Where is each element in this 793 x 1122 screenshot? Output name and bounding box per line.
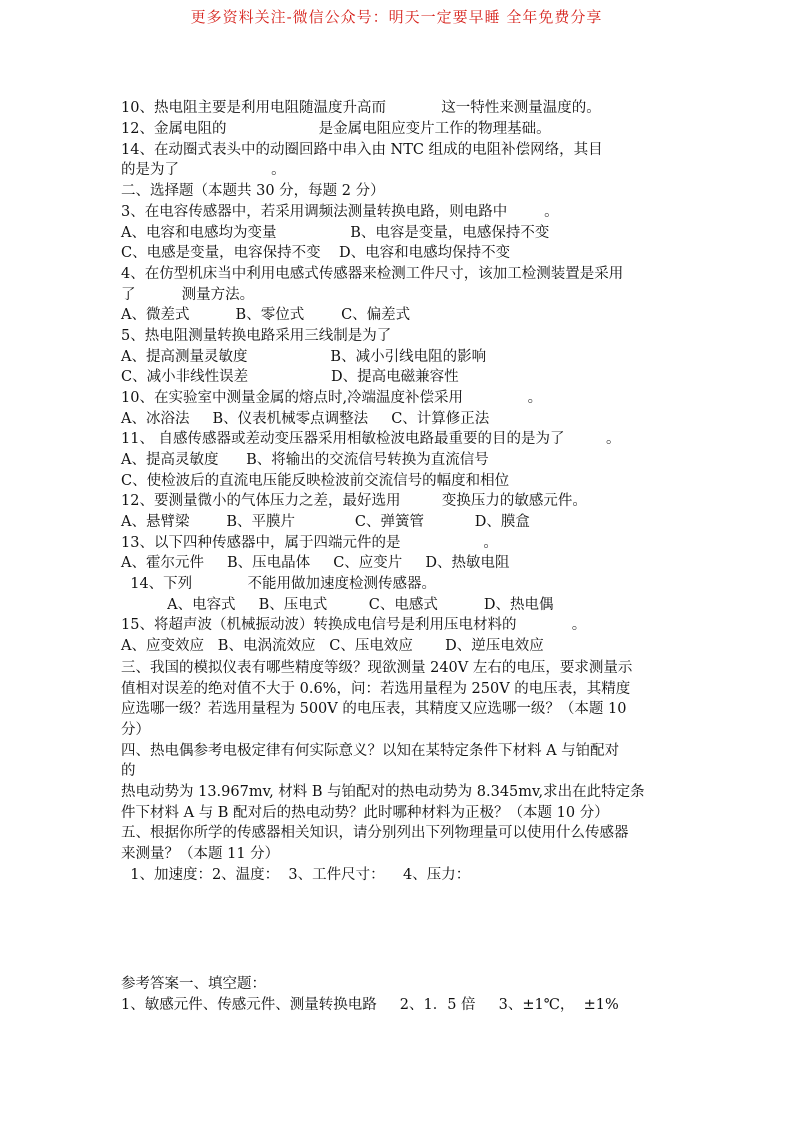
fill-in-question-10: 10、热电阻主要是利用电阻随温度升高而 这一特性来测量温度的。: [121, 100, 601, 116]
choice-question-12-options: A、悬臂梁 B、平膜片 C、弹簧管 D、膜盒: [121, 514, 530, 530]
section-heading-choice: 二、选择题（本题共 30 分，每题 2 分）: [121, 183, 385, 199]
question-five-line-1: 五、根据你所学的传感器相关知识，请分别列出下列物理量可以使用什么传感器: [121, 825, 629, 841]
answer-key-line-1: 1、敏感元件、传感元件、测量转换电路 2、1．5 倍 3、±1℃， ±1%: [121, 997, 619, 1013]
choice-question-5-options-cd: C、减小非线性误差 D、提高电磁兼容性: [121, 369, 459, 385]
question-four-line-2: 的: [121, 763, 136, 779]
top-banner: 更多资料关注-微信公众号：明天一定要早睡 全年免费分享: [190, 8, 603, 26]
choice-question-4: 4、在仿型机床当中利用电感式传感器来检测工件尺寸，该加工检测装置是采用: [121, 266, 624, 282]
question-five-items: 1、加速度：2、温度： 3、工件尺寸： 4、压力：: [121, 867, 471, 883]
fill-in-question-14: 14、在动圈式表头中的动圈回路中串入由 NTC 组成的电阻补偿网络，其目: [121, 142, 603, 158]
question-four-line-3: 热电动势为 13.967mv, 材料 B 与铂配对的热电动势为 8.345mv,求出在此特定条: [121, 784, 645, 800]
question-three-line-1: 三、我国的模拟仪表有哪些精度等级？现欲测量 240V 左右的电压，要求测量示: [121, 660, 633, 676]
choice-question-12: 12、要测量微小的气体压力之差，最好选用 变换压力的敏感元件。: [121, 493, 587, 509]
fill-in-question-12: 12、金属电阻的 是金属电阻应变片工作的物理基础。: [121, 121, 551, 137]
choice-question-4-cont: 了 测量方法。: [121, 287, 255, 303]
fill-in-question-14-cont: 的是为了 。: [121, 162, 286, 178]
question-four-line-1: 四、热电偶参考电极定律有何实际意义？以知在某特定条件下材料 A 与铂配对: [121, 743, 620, 759]
question-three-line-2: 值相对误差的绝对值不大于 0.6%，问：若选用量程为 250V 的电压表，其精度: [121, 681, 631, 697]
choice-question-3-options-ab: A、电容和电感均为变量 B、电容是变量，电感保持不变: [121, 225, 550, 241]
choice-question-3-options-cd: C、电感是变量，电容保持不变 D、电容和电感均保持不变: [121, 245, 511, 261]
choice-question-5-options-ab: A、提高测量灵敏度 B、减小引线电阻的影响: [121, 349, 487, 365]
choice-question-13-options: A、霍尔元件 B、压电晶体 C、应变片 D、热敏电阻: [121, 555, 510, 571]
choice-question-3: 3、在电容传感器中，若采用调频法测量转换电路，则电路中 。: [121, 204, 559, 220]
choice-question-13: 13、以下四种传感器中，属于四端元件的是 。: [121, 535, 498, 551]
choice-question-4-options: A、微差式 B、零位式 C、偏差式: [121, 307, 411, 323]
choice-question-5: 5、热电阻测量转换电路采用三线制是为了: [121, 328, 392, 344]
choice-question-11: 11、 自感传感器或差动变压器采用相敏检波电路最重要的目的是为了 。: [121, 431, 621, 447]
question-four-line-4: 件下材料 A 与 B 配对后的热电动势？此时哪种材料为正极？（本题 10 分）: [121, 805, 609, 821]
choice-question-10: 10、在实验室中测量金属的熔点时,冷端温度补偿采用 。: [121, 390, 543, 406]
choice-question-11-options-ab: A、提高灵敏度 B、将输出的交流信号转换为直流信号: [121, 452, 489, 468]
choice-question-14-options: A、电容式 B、压电式 C、电感式 D、热电偶: [121, 597, 554, 613]
choice-question-14: 14、下列 不能用做加速度检测传感器。: [121, 576, 436, 592]
answer-key-heading: 参考答案一、填空题：: [121, 976, 266, 992]
question-three-line-3: 应选哪一级？若选用量程为 500V 的电压表，其精度又应选哪一级？（本题 10: [121, 701, 627, 717]
choice-question-15-options: A、应变效应 B、电涡流效应 C、压电效应 D、逆压电效应: [121, 638, 544, 654]
question-three-line-4: 分）: [121, 722, 150, 738]
choice-question-11-option-c: C、使检波后的直流电压能反映检波前交流信号的幅度和相位: [121, 473, 510, 489]
choice-question-15: 15、将超声波（机械振动波）转换成电信号是利用压电材料的 。: [121, 617, 587, 633]
question-five-line-2: 来测量？（本题 11 分）: [121, 846, 280, 862]
choice-question-10-options: A、冰浴法 B、仪表机械零点调整法 C、计算修正法: [121, 411, 490, 427]
